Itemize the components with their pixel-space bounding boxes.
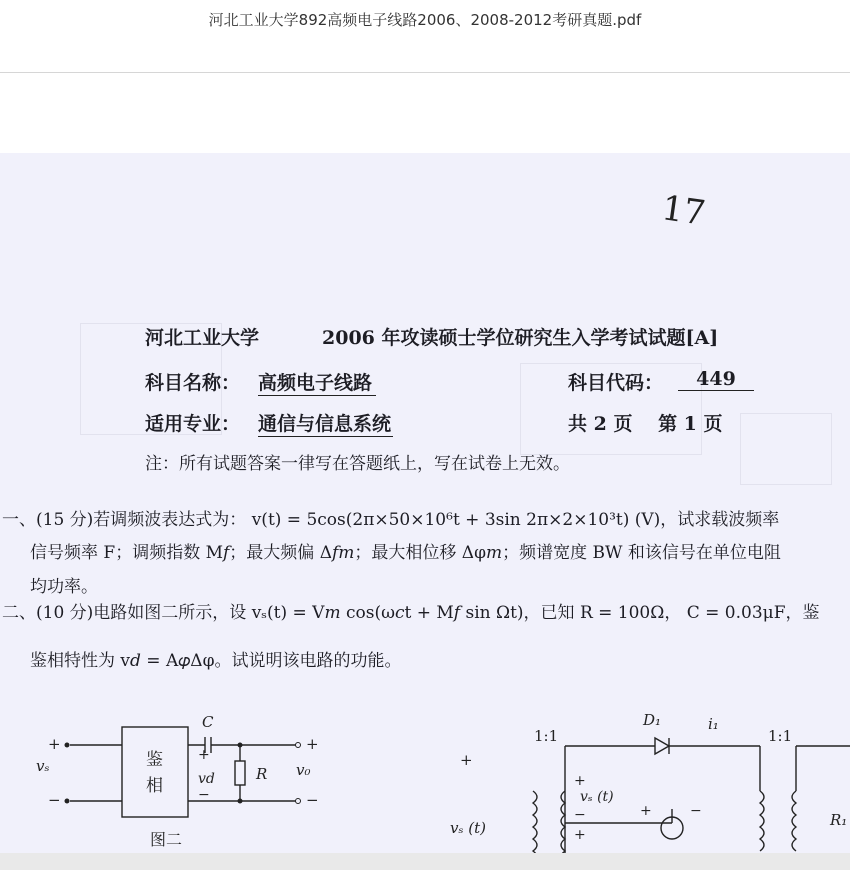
fig3-plus-lower: + bbox=[574, 827, 586, 843]
fig3-load-label: R₁ bbox=[830, 811, 848, 829]
fig3-plus-in: + bbox=[460, 751, 473, 769]
fig3-current-label: i₁ bbox=[708, 715, 719, 733]
code-value: 449 bbox=[678, 368, 754, 391]
page-gap bbox=[0, 73, 850, 153]
question-2-line-2: 鉴相特性为 v𝑑 = A𝜑Δφ。试说明该电路的功能。 bbox=[30, 651, 402, 671]
fig3-plus-source: + bbox=[640, 803, 652, 819]
exam-note: 注：所有试题答案一律写在答题纸上，写在试卷上无效。 bbox=[145, 454, 570, 474]
fig2-block-label-1: 鉴 bbox=[146, 750, 163, 770]
code-label: 科目代码： bbox=[568, 372, 664, 394]
question-1-line-3: 均功率。 bbox=[30, 577, 98, 597]
viewer-header bbox=[0, 0, 850, 73]
fig3-ratio-left: 1:1 bbox=[534, 727, 559, 745]
fig2-plus-vd: + bbox=[198, 747, 210, 763]
fig3-ratio-right: 1:1 bbox=[768, 727, 793, 745]
subject-label: 科目名称： bbox=[145, 372, 241, 394]
document-page bbox=[0, 153, 850, 853]
subject-value: 高频电子线路 bbox=[258, 368, 376, 396]
major-label: 适用专业： bbox=[145, 413, 241, 435]
viewer-bottom-bar bbox=[0, 853, 850, 870]
fig3-plus-upper: + bbox=[574, 773, 586, 789]
show-through-artifact bbox=[740, 413, 832, 485]
handwritten-mark: 17 bbox=[659, 188, 708, 234]
fig2-vd-label: v𝑑 bbox=[198, 771, 215, 787]
fig2-caption: 图二 bbox=[150, 830, 183, 849]
figure-3-circuit bbox=[440, 701, 850, 853]
fig3-diode-label: D₁ bbox=[643, 711, 662, 729]
question-2-line-1: 二、(10 分)电路如图二所示，设 vₛ(t) = V𝑚 cos(ω𝑐t + M𝑓 sin Ωt)，已知 R = 100Ω， C = 0.03μF，鉴 bbox=[2, 603, 820, 623]
fig2-minus-out: − bbox=[306, 791, 319, 809]
question-1-line-2: 信号频率 F；调频指数 M𝑓；最大频偏 Δ𝑓𝑚；最大相位移 Δφ𝑚；频谱宽度 BW 和该信号在单位电阻 bbox=[30, 543, 781, 563]
fig3-minus-source: − bbox=[690, 803, 702, 819]
fig2-capacitor-label: C bbox=[202, 713, 214, 731]
university-name: 河北工业大学 bbox=[145, 327, 260, 349]
document-title: 河北工业大学892高频电子线路2006、2008-2012考研真题.pdf bbox=[208, 11, 642, 29]
fig2-output-label: v₀ bbox=[296, 761, 311, 779]
fig2-resistor-label: R bbox=[256, 765, 268, 783]
question-1-line-1: 一、(15 分)若调频波表达式为： v(t) = 5cos(2π×50×10⁶t + 3sin 2π×2×10³t) (V)，试求载波频率 bbox=[2, 510, 780, 530]
fig2-plus-out: + bbox=[306, 735, 319, 753]
fig2-input-label: vₛ bbox=[36, 757, 50, 775]
fig2-minus-in: − bbox=[48, 791, 61, 809]
fig2-block-label-2: 相 bbox=[146, 776, 163, 796]
fig3-vs-input: vₛ (t) bbox=[450, 819, 487, 837]
major-value: 通信与信息系统 bbox=[258, 409, 393, 437]
fig3-minus-upper: − bbox=[574, 807, 586, 823]
fig2-plus-in: + bbox=[48, 735, 61, 753]
figure-2-circuit bbox=[0, 693, 340, 853]
exam-title: 2006 年攻读硕士学位研究生入学考试试题[A] bbox=[322, 327, 719, 349]
page-info: 共 2 页 第 1 页 bbox=[568, 413, 723, 435]
fig3-vs-upper: vₛ (t) bbox=[580, 789, 614, 805]
fig2-minus-vd: − bbox=[198, 787, 210, 803]
